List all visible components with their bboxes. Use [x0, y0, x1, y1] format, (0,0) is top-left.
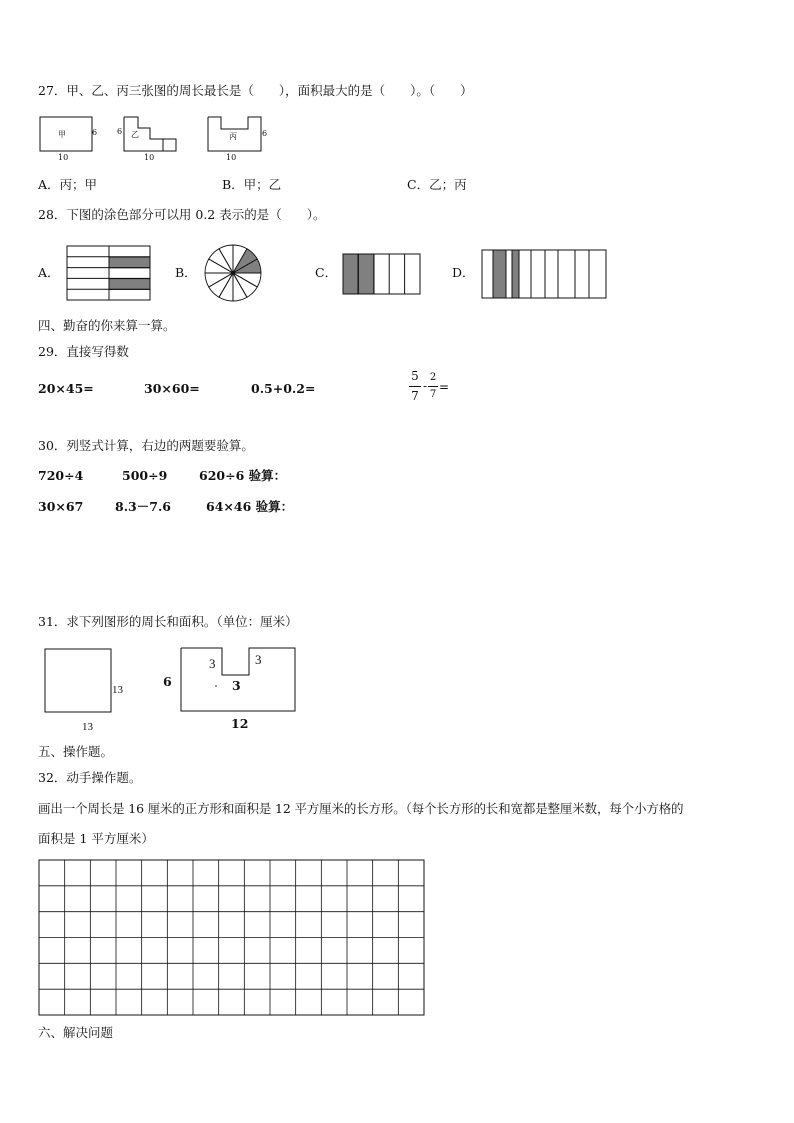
q32-line-1: 画出一个周长是 16 厘米的正方形和面积是 12 平方厘米的长方形。（每个长方形的长和宽都是整厘米数，每个小方格的	[38, 801, 684, 816]
q28-option-d: D．	[452, 265, 475, 280]
q31-notch-right-label: 3	[255, 652, 262, 667]
frac-minus: -	[422, 379, 428, 393]
fig-bing-height: 6	[262, 129, 268, 138]
q27-option-b: B．甲；乙	[222, 177, 282, 192]
q31-square-bottom-label: 13	[82, 721, 93, 733]
fig-jia-label: 甲	[58, 130, 66, 139]
frac-1-numerator: 5	[411, 369, 419, 383]
q30-row1-item2: 500÷9	[122, 468, 168, 483]
q31-notch-bottom-label: 3	[232, 678, 241, 693]
section-5-heading: 五、操作题。	[38, 744, 114, 759]
q30-stem: 30．列竖式计算，右边的两题要验算。	[38, 438, 254, 453]
q30-row2-item1: 30×67	[38, 499, 84, 514]
q29-item-1: 20×45=	[38, 381, 94, 396]
fig-bing-width: 10	[226, 153, 237, 162]
q30-row1-item1: 720÷4	[38, 468, 84, 483]
fig-jia-width: 10	[58, 153, 69, 162]
fig-jia-height: 6	[92, 128, 98, 137]
fig-yi-width: 10	[144, 153, 155, 162]
q27-option-c: C．乙；丙	[407, 177, 467, 192]
section-4-heading: 四、勤奋的你来算一算。	[38, 318, 176, 333]
frac-equals: =	[439, 380, 450, 394]
fig-yi-label: 乙	[131, 130, 139, 139]
q28-option-b: B．	[175, 265, 197, 280]
frac-2-denominator: 7	[429, 389, 437, 400]
q29-item-3: 0.5+0.2=	[251, 381, 316, 396]
q30-row1-item3: 620÷6 验算：	[199, 468, 287, 483]
q31-shape-bottom-label: 12	[231, 716, 249, 731]
q32-line-2: 面积是 1 平方厘米）	[38, 831, 154, 846]
q30-row2-item2: 8.3－7.6	[115, 499, 171, 514]
q28-option-c: C．	[315, 265, 338, 280]
section-6-heading: 六、解决问题	[38, 1025, 114, 1040]
q31-notch-left-label: 3	[209, 656, 216, 671]
q30-row2-item3: 64×46 验算：	[206, 499, 294, 514]
q31-square-right-label: 13	[112, 684, 123, 696]
q31-stem: 31．求下列图形的周长和面积。（单位：厘米）	[38, 614, 298, 629]
q29-stem: 29．直接写得数	[38, 344, 129, 359]
q27-option-a: A．丙；甲	[38, 177, 98, 192]
q31-shape-left-label: 6	[163, 674, 172, 689]
fig-yi-height: 6	[117, 127, 123, 136]
fig-bing-label: 丙	[229, 132, 237, 141]
q27-stem: 27．甲、乙、丙三张图的周长最长是（ ），面积最大的是（ ）。（ ）	[38, 83, 473, 98]
q28-stem: 28．下图的涂色部分可以用 0.2 表示的是（ ）。	[38, 207, 326, 222]
frac-2-numerator: 2	[429, 372, 437, 383]
q32-stem: 32．动手操作题。	[38, 770, 142, 785]
frac-1-denominator: 7	[411, 389, 419, 403]
q28-option-a: A．	[38, 265, 60, 280]
q29-item-2: 30×60=	[144, 381, 200, 396]
